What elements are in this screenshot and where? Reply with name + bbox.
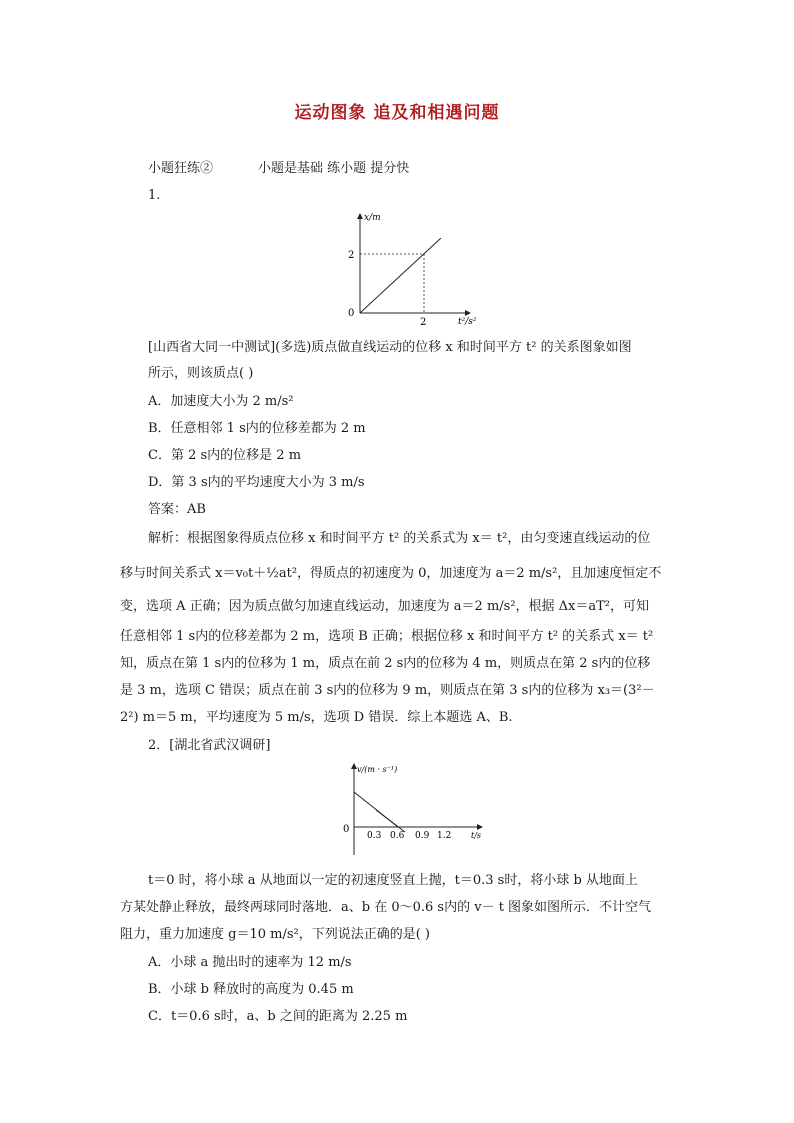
q1-answer: 答案：AB [148, 502, 206, 517]
q2-origin: 0 [343, 824, 350, 835]
q2-line-b [376, 810, 405, 832]
q1-analysis-line: 变，选项 A 正确；因为质点做匀加速直线运动，加速度为 a＝2 m/s²，根据 Δx＝aT²，可知 [120, 599, 650, 614]
q1-option-c: C．第 2 s内的位移是 2 m [148, 448, 302, 463]
q2-option-b: B．小球 b 释放时的高度为 0.45 m [148, 982, 354, 997]
q2-tick: 0.3 [367, 831, 382, 841]
page-title: 运动图象 追及和相遇问题 [294, 103, 500, 123]
q2-tick: 0.9 [415, 831, 430, 841]
section-label: 小题狂练② [148, 161, 214, 176]
q1-graph [330, 208, 490, 328]
q1-origin: 0 [348, 308, 355, 319]
q1-analysis-line: 移与时间关系式 x＝v₀t＋½at²，得质点的初速度为 0，加速度为 a＝2 m/s²，且加速度恒定不 [120, 566, 662, 581]
q1-number: 1. [148, 188, 161, 203]
q1-option-a: A．加速度大小为 2 m/s² [148, 394, 294, 409]
q1-x-tick: 2 [420, 317, 427, 328]
q1-stem-line2: 所示，则该质点( ) [148, 366, 254, 381]
q2-option-c: C．t＝0.6 s时，a、b 之间的距离为 2.25 m [148, 1009, 408, 1024]
q2-option-a: A．小球 a 抛出时的速率为 12 m/s [148, 955, 352, 970]
q1-analysis-line: 解析：根据图象得质点位移 x 和时间平方 t² 的关系式为 x＝ t²，由匀变速直线运动的位 [148, 531, 651, 546]
q2-stem-line: 方某处静止释放，最终两球同时落地．a、b 在 0～0.6 s内的 v－ t 图象如图所示．不计空气 [120, 900, 652, 915]
q1-data-line [360, 238, 441, 313]
section-slogan: 小题是基础 练小题 提分快 [258, 161, 410, 176]
q2-tick: 1.2 [437, 831, 452, 841]
q2-x-label: t/s [471, 831, 482, 840]
q1-x-label: t²/s² [458, 317, 477, 327]
q2-stem-line: t＝0 时，将小球 a 从地面以一定的初速度竖直上抛，t＝0.3 s时，将小球 b 从地面上 [148, 873, 638, 888]
q2-y-label: v/(m · s⁻¹) [357, 765, 398, 774]
q1-analysis-line: 2²) m＝5 m，平均速度为 5 m/s，选项 D 错误．综上本题选 A、B. [120, 710, 513, 725]
q2-header: 2．[湖北省武汉调研] [148, 738, 271, 753]
q1-option-b: B．任意相邻 1 s内的位移差都为 2 m [148, 421, 366, 436]
q1-stem-line1: [山西省大同一中测试](多选)质点做直线运动的位移 x 和时间平方 t² 的关系图象如图 [148, 340, 632, 355]
q1-y-tick: 2 [348, 250, 355, 261]
q1-y-label: x/m [364, 213, 381, 223]
q1-analysis-line: 是 3 m，选项 C 错误；质点在前 3 s内的位移为 9 m，则质点在第 3 s内的位移为 x₃＝(3²－ [120, 683, 655, 698]
q1-analysis-line: 任意相邻 1 s内的位移差都为 2 m，选项 B 正确；根据位移 x 和时间平方 t² 的关系式 x＝ t² [120, 629, 654, 644]
q2-stem-line: 阻力，重力加速度 g＝10 m/s²，下列说法正确的是( ) [120, 927, 430, 942]
q1-analysis-line: 知，质点在第 1 s内的位移为 1 m，质点在前 2 s内的位移为 4 m，则质点在第 2 s内的位移 [120, 656, 651, 671]
q2-tick: 0.6 [390, 831, 405, 841]
q1-option-d: D．第 3 s内的平均速度大小为 3 m/s [148, 475, 365, 490]
q2-graph [335, 760, 495, 860]
